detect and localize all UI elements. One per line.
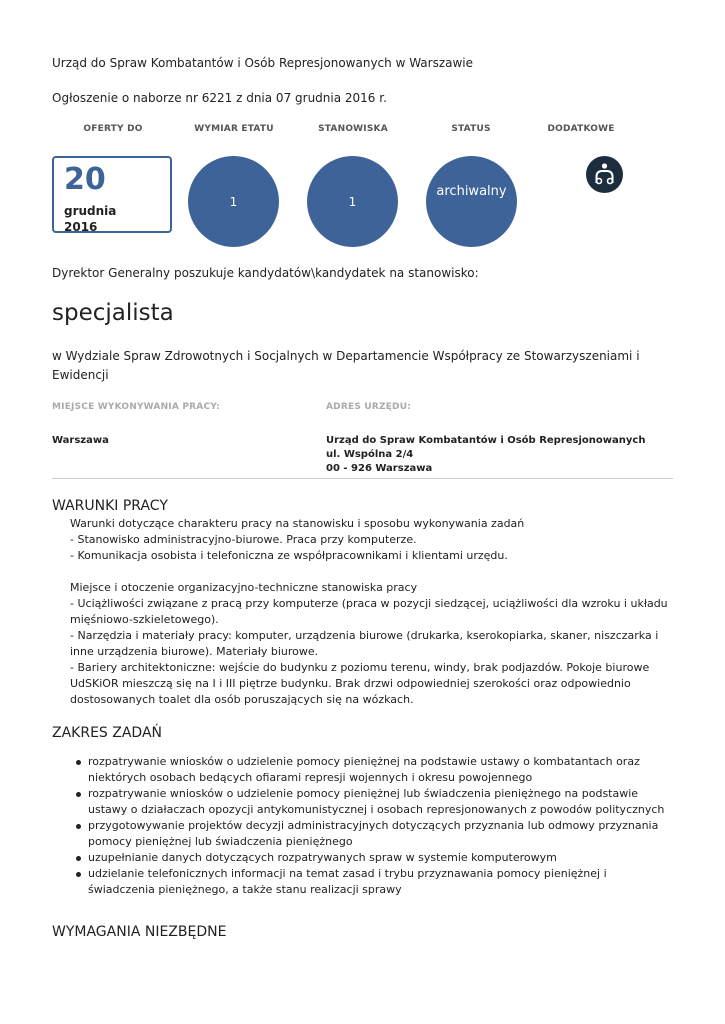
position-title: specjalista xyxy=(52,300,174,326)
warunki-line: - Uciążliwości związane z pracą przy komputerze (praca w pozycji siedzącej, uciążliwości dla wzroku i układu mięśniowo-szkieletowego). xyxy=(70,597,668,626)
header-stanowiska: STANOWISKA xyxy=(318,124,388,134)
header-extra: DODATKOWE xyxy=(547,124,615,134)
deadline-month: grudnia xyxy=(64,204,117,218)
list-item: przygotowywanie projektów decyzji administracyjnych dotyczących przyznania lub odmowy przyznania pomocy pieniężnej lub świadczenia pieniężnego xyxy=(88,818,674,850)
list-item: udzielanie telefonicznych informacji na temat zasad i trybu przyznawania pomocy pieniężnej i świadczenia pieniężnego, a także stanu realizacji sprawy xyxy=(88,866,674,898)
office-address xyxy=(326,434,645,476)
header-etat: WYMIAR ETATU xyxy=(194,124,274,134)
task-list xyxy=(70,754,674,898)
status-value: archiwalny xyxy=(436,184,507,199)
list-item: rozpatrywanie wniosków o udzielenie pomocy pieniężnej lub świadczenia pieniężnego na podstawie ustawy o działaczach opozycji antykomunistycznej i osobach represjonowanych z powodów politycznych xyxy=(88,786,674,818)
etat-circle xyxy=(188,156,279,247)
work-place-label: MIEJSCE WYKONYWANIA PRACY: xyxy=(52,402,220,412)
office-name: Urząd do Spraw Kombatantów i Osób Represjonowanych w Warszawie xyxy=(52,56,474,70)
address-line: 00 - 926 Warszawa xyxy=(326,463,433,474)
status-circle xyxy=(426,156,517,247)
warunki-line: - Narzędzia i materiały pracy: komputer, urządzenia biurowe (drukarka, kserokopiarka, skaner, niszczarka i inne urządzenia biurowe). Materiały biurowe. xyxy=(70,629,659,658)
accessibility-icon[interactable] xyxy=(586,156,623,193)
section-title-wymagania: WYMAGANIA NIEZBĘDNE xyxy=(52,924,227,940)
etat-value: 1 xyxy=(229,194,238,209)
section-title-warunki: WARUNKI PRACY xyxy=(52,498,168,514)
warunki-line: Warunki dotyczące charakteru pracy na stanowisku i sposobu wykonywania zadań xyxy=(70,517,525,530)
deadline-year: 2016 xyxy=(64,220,98,234)
header-status: STATUS xyxy=(451,124,491,134)
warunki-text xyxy=(70,516,674,708)
header-deadline: OFERTY DO xyxy=(83,124,143,134)
warunki-line: - Bariery architektoniczne: wejście do budynku z poziomu terenu, windy, brak podjazdów. Pokoje biurowe UdSKiOR mieszczą się na I i III piętrze budynku. Brak drzwi odpowiedniej szerokości oraz odpowiednio dostosowanych toalet dla osób poruszających się na wózkach. xyxy=(70,661,650,706)
stanowiska-value: 1 xyxy=(348,194,357,209)
accessibility-icon-graphic xyxy=(586,156,623,193)
deadline-box xyxy=(52,156,172,233)
warunki-line: - Komunikacja osobista i telefoniczna ze współpracownikami i klientami urzędu. xyxy=(70,549,508,562)
office-address-label: ADRES URZĘDU: xyxy=(326,402,412,412)
warunki-line: Miejsce i otoczenie organizacyjno-techniczne stanowiska pracy xyxy=(70,581,418,594)
list-item: rozpatrywanie wniosków o udzielenie pomocy pieniężnej na podstawie ustawy o kombatantach oraz niektórych osobach bedących ofiarami represji wojennych i okresu powojennego xyxy=(88,754,674,786)
address-line: ul. Wspólna 2/4 xyxy=(326,449,414,460)
list-item: uzupełnianie danych dotyczących rozpatrywanych spraw w systemie komputerowym xyxy=(88,850,674,866)
divider xyxy=(52,478,673,479)
intro-text: Dyrektor Generalny poszukuje kandydatów\kandydatek na stanowisko: xyxy=(52,266,479,280)
department-text: w Wydziale Spraw Zdrowotnych i Socjalnych w Departamencie Współpracy ze Stowarzyszeniami i Ewidencji xyxy=(52,349,640,382)
summary-headers xyxy=(52,124,674,138)
stanowiska-circle xyxy=(307,156,398,247)
announcement-title: Ogłoszenie o naborze nr 6221 z dnia 07 grudnia 2016 r. xyxy=(52,91,387,105)
deadline-day: 20 xyxy=(64,162,106,197)
section-title-zakres: ZAKRES ZADAŃ xyxy=(52,725,163,741)
address-line: Urząd do Spraw Kombatantów i Osób Represjonowanych xyxy=(326,435,646,446)
work-place-value: Warszawa xyxy=(52,435,109,446)
warunki-line xyxy=(70,564,674,580)
warunki-line: - Stanowisko administracyjno-biurowe. Praca przy komputerze. xyxy=(70,533,417,546)
